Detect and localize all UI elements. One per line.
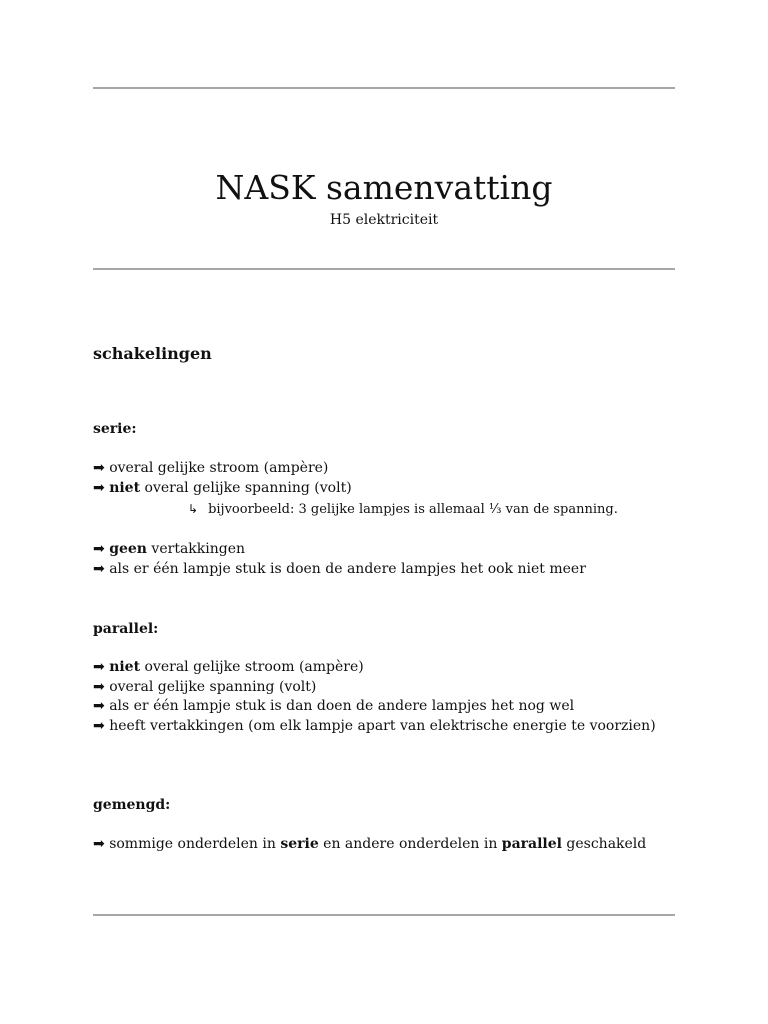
list-item: ➡ overal gelijke stroom (ampère) — [93, 460, 329, 476]
right-arrow-icon: ➡ — [93, 698, 105, 715]
list-item: ➡ overal gelijke spanning (volt) — [93, 678, 317, 695]
right-arrow-icon: ➡ — [93, 678, 105, 695]
serie-example: ↳ bijvoorbeeld: 3 gelijke lampjes is allemaal ⅓ van de spanning. — [188, 502, 618, 517]
list-item: ➡ als er één lampje stuk is doen de andere lampjes het ook niet meer — [93, 560, 586, 577]
list-item: ➡ niet overal gelijke spanning (volt) — [93, 479, 352, 496]
list-item: ➡ geen vertakkingen — [93, 541, 246, 557]
right-arrow-icon: ➡ — [93, 560, 105, 577]
document-subtitle: H5 elektriciteit — [329, 212, 439, 228]
gemengd-heading: gemengd: — [93, 797, 171, 813]
document-page — [93, 0, 675, 1024]
top-divider — [93, 87, 675, 89]
list-item: ➡ sommige onderdelen in serie en andere onderdelen in parallel geschakeld — [93, 836, 647, 852]
right-arrow-icon: ➡ — [93, 836, 105, 852]
header-divider — [93, 268, 675, 270]
gemengd-list — [93, 835, 675, 855]
right-arrow-icon: ➡ — [93, 717, 105, 734]
hook-arrow-icon: ↳ — [188, 502, 199, 516]
right-arrow-icon: ➡ — [93, 659, 105, 675]
right-arrow-icon: ➡ — [93, 479, 105, 496]
right-arrow-icon: ➡ — [93, 460, 105, 476]
list-item: ➡ niet overal gelijke stroom (ampère) — [93, 659, 364, 675]
list-item: ➡ heeft vertakkingen (om elk lampje apart van elektrische energie te voorzien) — [93, 717, 656, 734]
bottom-divider — [93, 914, 675, 916]
serie-list — [93, 459, 675, 498]
parallel-list — [93, 658, 675, 736]
right-arrow-icon: ➡ — [93, 541, 105, 557]
serie-heading: serie: — [93, 421, 137, 437]
list-item: ➡ als er één lampje stuk is dan doen de andere lampjes het nog wel — [93, 698, 575, 715]
section-title: schakelingen — [93, 344, 212, 363]
serie-list-2 — [93, 540, 675, 579]
document-title: NASK samenvatting — [215, 168, 553, 207]
parallel-heading: parallel: — [93, 621, 159, 637]
